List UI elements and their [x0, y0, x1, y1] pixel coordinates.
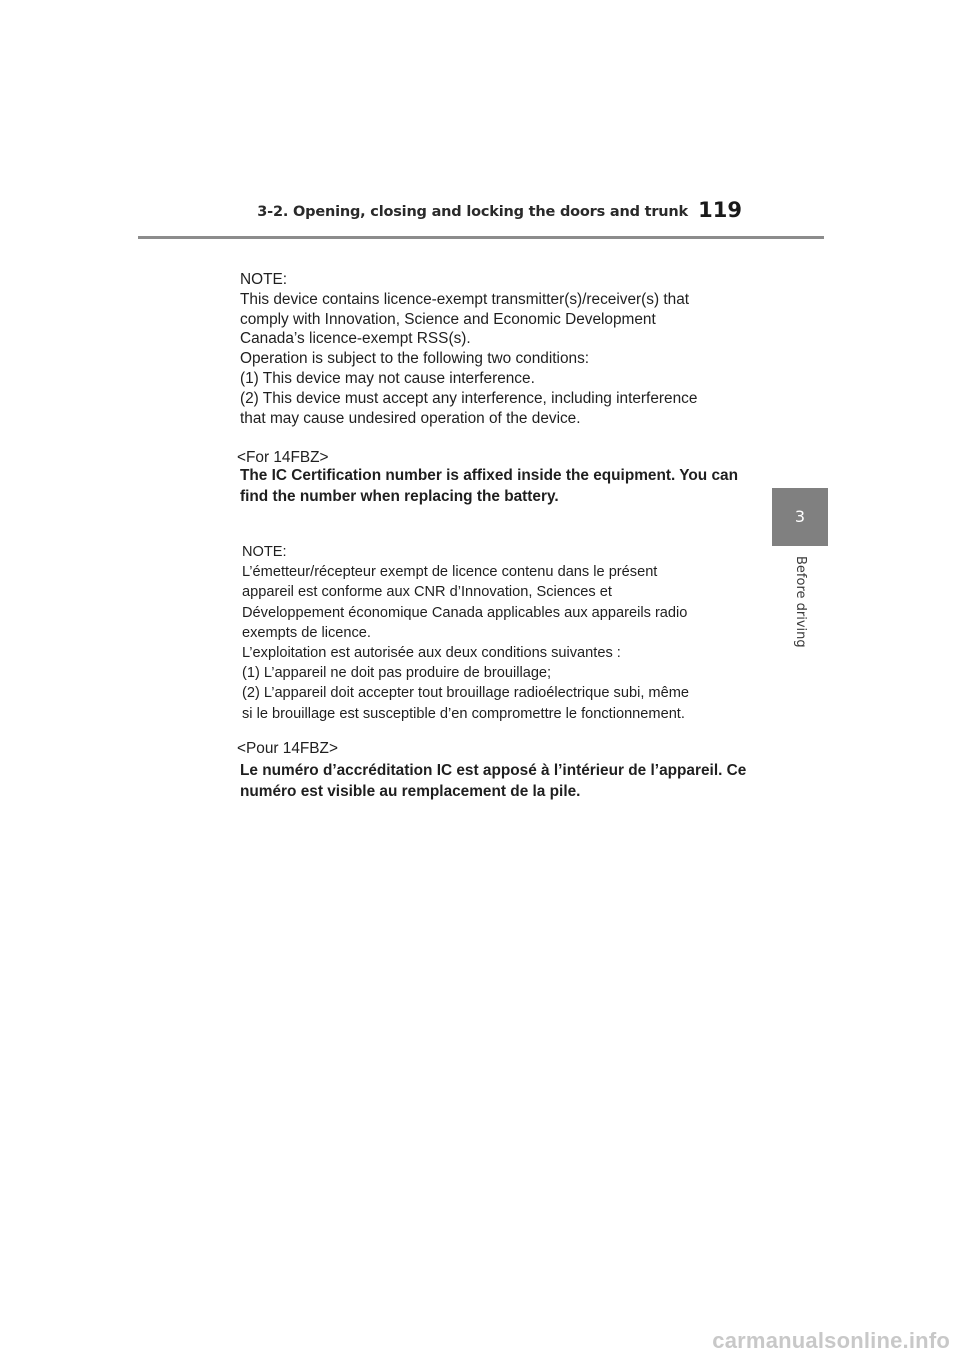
- page-number: 119: [698, 198, 742, 222]
- note-line: (2) This device must accept any interference, including interference: [240, 389, 698, 407]
- watermark: carmanualsonline.info: [712, 1328, 950, 1353]
- chapter-tab: 3: [772, 488, 828, 546]
- french-note: [242, 542, 689, 724]
- note-line: L’émetteur/récepteur exempt de licence contenu dans le présent: [242, 564, 658, 581]
- note-line: that may cause undesired operation of the device.: [240, 409, 581, 427]
- chapter-label-text: Before driving: [793, 556, 808, 648]
- note-line: (1) L’appareil ne doit pas produire de brouillage;: [242, 665, 552, 682]
- note-line: appareil est conforme aux CNR d’Innovation, Sciences et: [242, 584, 612, 601]
- note-line: (2) L’appareil doit accepter tout brouillage radioélectrique subi, même: [242, 685, 689, 702]
- note-line: Canada’s licence-exempt RSS(s).: [240, 330, 471, 348]
- note-line: NOTE:: [242, 544, 287, 560]
- english-model-label: <For 14FBZ>: [237, 449, 329, 466]
- note-line: Operation is subject to the following two conditions:: [240, 350, 590, 368]
- note-line: L’exploitation est autorisée aux deux conditions suivantes :: [242, 645, 621, 662]
- page-header: [138, 200, 824, 239]
- english-certification: [240, 465, 738, 507]
- cert-line: The IC Certification number is affixed inside the equipment. You can: [240, 467, 738, 484]
- note-line: This device contains licence-exempt transmitter(s)/receiver(s) that: [240, 290, 690, 308]
- note-line: exempts de licence.: [242, 624, 371, 641]
- cert-line: find the number when replacing the battery.: [240, 488, 559, 505]
- note-line: (1) This device may not cause interference.: [240, 369, 535, 387]
- note-line: Développement économique Canada applicables aux appareils radio: [242, 604, 688, 621]
- section-title: 3-2. Opening, closing and locking the doors and trunk: [257, 204, 688, 220]
- note-line: NOTE:: [240, 271, 288, 288]
- french-certification: [240, 760, 746, 802]
- note-line: comply with Innovation, Science and Economic Development: [240, 310, 656, 328]
- cert-line: numéro est visible au remplacement de la pile.: [240, 783, 581, 800]
- cert-line: Le numéro d’accréditation IC est apposé à l’intérieur de l’appareil. Ce: [240, 762, 747, 779]
- english-note: [240, 270, 697, 428]
- note-line: si le brouillage est susceptible d’en compromettre le fonctionnement.: [242, 705, 685, 722]
- french-model-label: <Pour 14FBZ>: [237, 740, 338, 757]
